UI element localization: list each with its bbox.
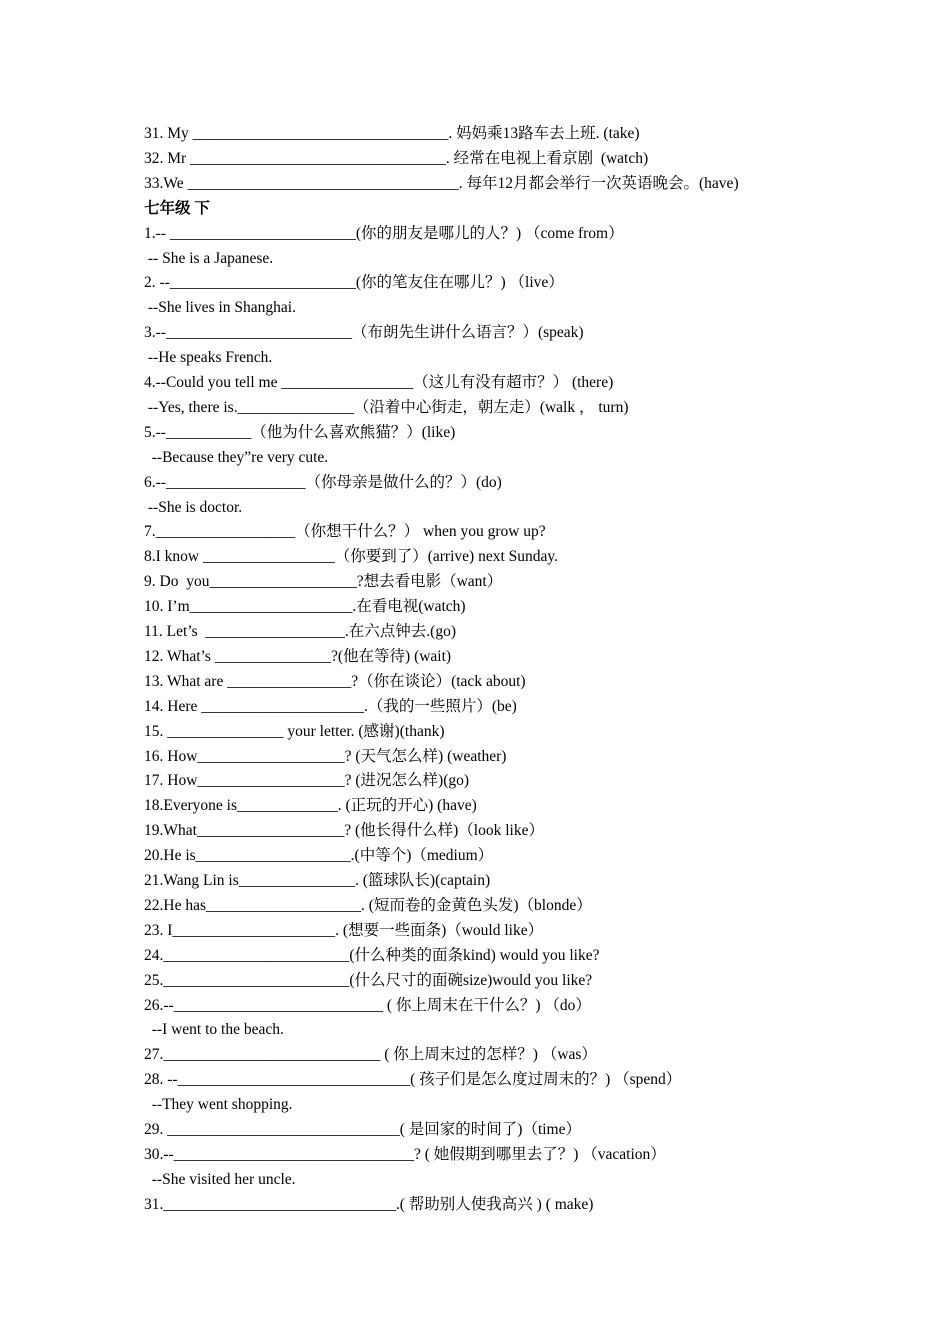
exercise-line: 31.______________________________.( 帮助别人使我高兴 ) ( make) xyxy=(144,1195,594,1213)
exercise-line: 10. I’m_____________________.在看电视(watch) xyxy=(144,598,466,616)
exercise-line: 16. How___________________? (天气怎么样) (weather) xyxy=(144,747,507,765)
exercise-line: 26.--___________________________ ( 你上周末在干什么？) （do） xyxy=(144,996,591,1014)
exercise-line: 21.Wang Lin is_______________. (篮球队长)(captain) xyxy=(144,872,491,889)
answer-line: --He speaks French. xyxy=(144,349,273,367)
exercise-line: 19.What___________________? (他长得什么样)（look like） xyxy=(144,822,544,840)
exercise-line: 12. What’s _______________?(他在等待) (wait) xyxy=(144,647,452,665)
exercise-line: 2. --________________________(你的笔友住在哪儿？) （live） xyxy=(144,274,564,292)
answer-line: --They went shopping. xyxy=(144,1096,293,1114)
exercise-line: 13. What are ________________?（你在谈论）(tack about) xyxy=(144,672,526,690)
exercise-line: 14. Here _____________________.（我的一些照片）(be) xyxy=(144,697,517,715)
answer-line: --She visited her uncle. xyxy=(144,1170,296,1188)
exercise-line: 33.We ___________________________________. 每年12月都会举行一次英语晚会。(have) xyxy=(144,174,739,192)
exercise-line: 27.____________________________ ( 你上周末过的怎样？) （was） xyxy=(144,1046,597,1064)
exercise-line: 5.--___________（他为什么喜欢熊猫？）(like) xyxy=(144,423,456,441)
exercise-line: 25.________________________(什么尺寸的面碗size)would you like? xyxy=(144,971,593,989)
exercise-line: 30.--_______________________________? ( 她假期到哪里去了？) （vacation） xyxy=(144,1145,666,1163)
exercise-line: 32. Mr _________________________________. 经常在电视上看京剧 (watch) xyxy=(144,149,649,167)
exercise-line: 29. ______________________________( 是回家的时间了)（time） xyxy=(144,1121,581,1138)
answer-line: --She lives in Shanghai. xyxy=(144,299,296,317)
exercise-line: 3.--________________________（布朗先生讲什么语言？）(speak) xyxy=(144,324,584,342)
exercise-line: 8.I know _________________（你要到了）(arrive) next Sunday. xyxy=(144,548,558,566)
exercise-line: 17. How___________________? (进况怎么样)(go) xyxy=(144,772,470,790)
answer-line: -- She is a Japanese. xyxy=(144,249,274,267)
exercise-line: 4.--Could you tell me _________________（这儿有没有超市？） (there) xyxy=(144,374,614,391)
section-heading: 七年级 下 xyxy=(144,199,210,217)
exercise-line: 15. _______________ your letter. (感谢)(thank) xyxy=(144,722,445,740)
exercise-line: 11. Let’s __________________.在六点钟去.(go) xyxy=(144,623,456,640)
exercise-line: 23. I_____________________. (想要一些面条)（would like） xyxy=(144,921,544,939)
answer-line: --I went to the beach. xyxy=(144,1021,284,1039)
exercise-line: 18.Everyone is_____________. (正玩的开心) (have) xyxy=(144,797,477,815)
exercise-line: 1.-- ________________________(你的朋友是哪儿的人？) （come from） xyxy=(144,224,624,242)
exercise-line: 6.--__________________（你母亲是做什么的？）(do) xyxy=(144,473,502,491)
exercise-line: 7.__________________（你想干什么？） when you grow up? xyxy=(144,523,546,541)
answer-line: --Yes, there is._______________（沿着中心街走，朝左走）(walk ， turn) xyxy=(144,398,629,416)
exercise-line: 22.He has____________________. (短而卷的金黄色头发)（blonde） xyxy=(144,896,592,914)
exercise-line: 20.He is____________________.(中等个)（medium） xyxy=(144,847,494,865)
exercise-line: 9. Do you___________________?想去看电影（want） xyxy=(144,573,503,591)
exercise-line: 24.________________________(什么种类的面条kind) would you like? xyxy=(144,946,600,964)
answer-line: --Because they”re very cute. xyxy=(144,448,329,466)
answer-line: --She is doctor. xyxy=(144,498,243,516)
exercise-line: 31. My _________________________________. 妈妈乘13路车去上班. (take) xyxy=(144,125,640,142)
exercise-line: 28. --______________________________( 孩子们是怎么度过周末的？) （spend） xyxy=(144,1071,682,1089)
